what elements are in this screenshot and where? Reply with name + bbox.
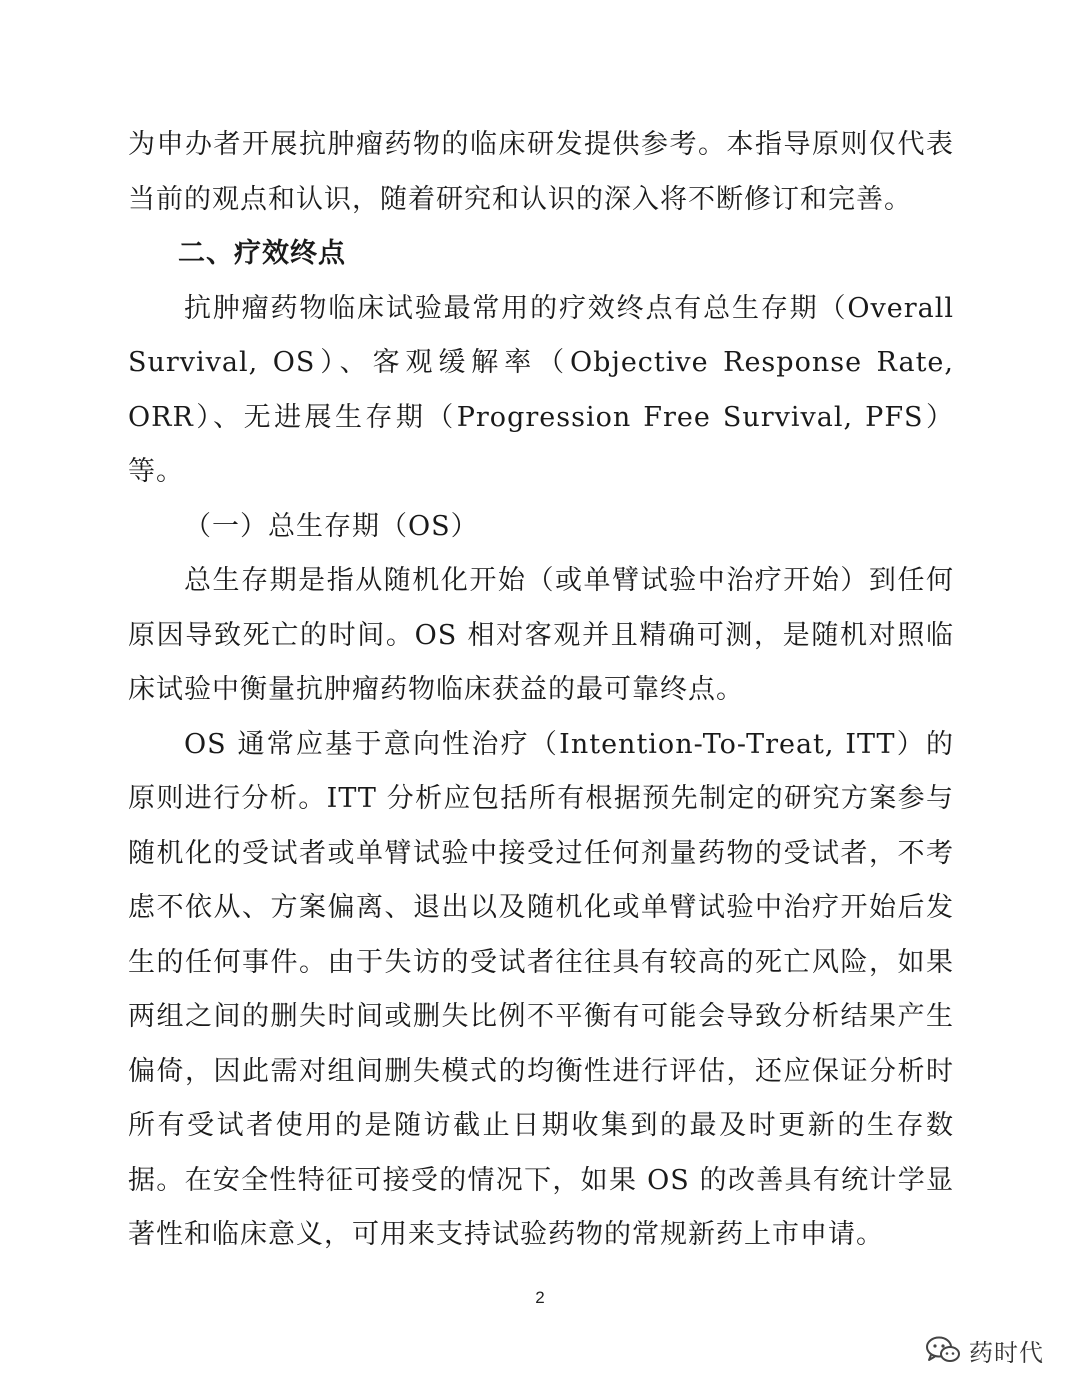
watermark	[925, 1330, 1044, 1370]
subsection-heading-overall-survival: （一）总生存期（OS）	[184, 510, 479, 542]
wechat-icon	[925, 1335, 961, 1365]
paragraph-3: 总生存期是指从随机化开始（或单臂试验中治疗开始）到任何原因导致死亡的时间。OS 相对客观并且精确可测，是随机对照临床试验中衡量抗肿瘤药物临床获益的最可靠终点。	[128, 565, 954, 705]
section-heading-efficacy-endpoints: 二、疗效终点	[178, 238, 346, 269]
paragraph-2: 抗肿瘤药物临床试验最常用的疗效终点有总生存期（Overall Survival, OS）、客观缓解率（Objective Response Rate, ORR）、无进展生存期（Progression Free Survival, PFS）等。	[128, 292, 954, 487]
page-number: 2	[535, 1288, 545, 1307]
document-body	[128, 118, 954, 1263]
paragraph-4: OS 通常应基于意向性治疗（Intention-To-Treat, ITT）的原则进行分析。ITT 分析应包括所有根据预先制定的研究方案参与随机化的受试者或单臂试验中接受过任何剂量药物的受试者，不考虑不依从、方案偏离、退出以及随机化或单臂试验中治疗开始后发生的任何事件。由于失访的受试者往往具有较高的死亡风险，如果两组之间的删失时间或删失比例不平衡有可能会导致分析结果产生偏倚，因此需对组间删失模式的均衡性进行评估，还应保证分析时所有受试者使用的是随访截止日期收集到的最及时更新的生存数据。在安全性特征可接受的情况下，如果 OS 的改善具有统计学显著性和临床意义，可用来支持试验药物的常规新药上市申请。	[128, 728, 954, 1250]
paragraph-1: 为申办者开展抗肿瘤药物的临床研发提供参考。本指导原则仅代表当前的观点和认识，随着研究和认识的深入将不断修订和完善。	[128, 129, 954, 215]
watermark-text: 药时代	[969, 1338, 1044, 1367]
